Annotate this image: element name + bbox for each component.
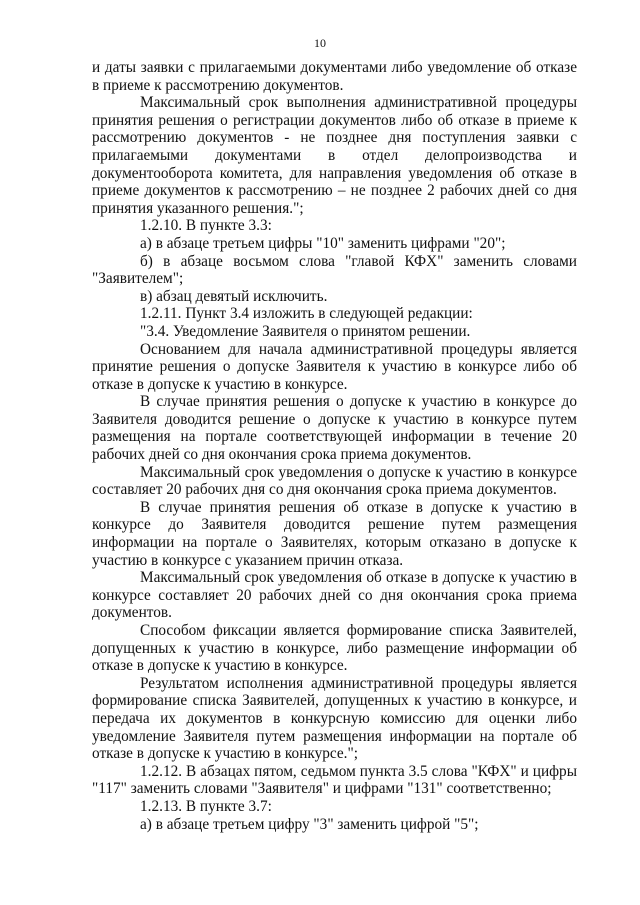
paragraph: Максимальный срок уведомления об отказе в допуске к участию в конкурсе составляет 20 рабочих дней со дня окончания срока приема документов. bbox=[92, 569, 577, 622]
paragraph: 1.2.10. В пункте 3.3: bbox=[140, 217, 272, 235]
page-number: 10 bbox=[314, 36, 326, 50]
paragraph: и даты заявки с прилагаемыми документами либо уведомление об отказе в приеме к рассмотрению документов. bbox=[92, 59, 577, 94]
document-body bbox=[92, 59, 577, 833]
paragraph: Основанием для начала административной процедуры является принятие решения о допуске Заявителя к участию в конкурсе либо об отказе в допуске к участию в конкурсе. bbox=[92, 340, 577, 393]
paragraph: а) в абзаце третьем цифру "3" заменить цифрой "5"; bbox=[140, 815, 479, 833]
paragraph: Максимальный срок выполнения административной процедуры принятия решения о регистрации документов либо об отказе в приеме к рассмотрению документов - не позднее дня поступления заявки с прилагаемыми документами в отдел делопроизводства и документооборота комитета, для направления уведомления об отказе в приеме документов к рассмотрению – не позднее 2 рабочих дней со дня принятия указанного решения."; bbox=[92, 94, 577, 217]
paragraph: 1.2.13. В пункте 3.7: bbox=[140, 797, 272, 815]
paragraph: В случае принятия решения об отказе в допуске к участию в конкурсе до Заявителя доводится решение путем размещения информации на портале о Заявителях, которым отказано в допуске к участию в конкурсе с указанием причин отказа. bbox=[92, 498, 577, 569]
paragraph: Максимальный срок уведомления о допуске к участию в конкурсе составляет 20 рабочих дня со дня окончания срока приема документов. bbox=[92, 463, 577, 499]
paragraph: б) в абзаце восьмом слова "главой КФХ" заменить словами "Заявителем"; bbox=[92, 252, 577, 288]
paragraph: "3.4. Уведомление Заявителя о принятом решении. bbox=[140, 322, 471, 340]
paragraph: Способом фиксации является формирование списка Заявителей, допущенных к участию в конкурсе, либо размещение информации об отказе в допуске к участию в конкурсе. bbox=[92, 622, 577, 675]
paragraph: В случае принятия решения о допуске к участию в конкурсе до Заявителя доводится решение о допуске к участию в конкурсе путем размещения на портале соответствующей информации в течение 20 рабочих дней со дня окончания срока приема документов. bbox=[92, 393, 577, 464]
paragraph: 1.2.11. Пункт 3.4 изложить в следующей редакции: bbox=[140, 305, 473, 323]
paragraph: а) в абзаце третьем цифры "10" заменить цифрами "20"; bbox=[140, 234, 506, 252]
paragraph: 1.2.12. В абзацах пятом, седьмом пункта 3.5 слова "КФХ" и цифры "117" заменить словами "Заявителя" и цифрами "131" соответственно; bbox=[92, 762, 577, 798]
paragraph: Результатом исполнения административной процедуры является формирование списка Заявителей, допущенных к участию в конкурсе, и передача их документов в конкурсную комиссию для оценки либо уведомление Заявителя путем размещения информации на портале об отказе в допуске к участию в конкурсе."; bbox=[92, 674, 577, 763]
paragraph: в) абзац девятый исключить. bbox=[140, 287, 328, 305]
